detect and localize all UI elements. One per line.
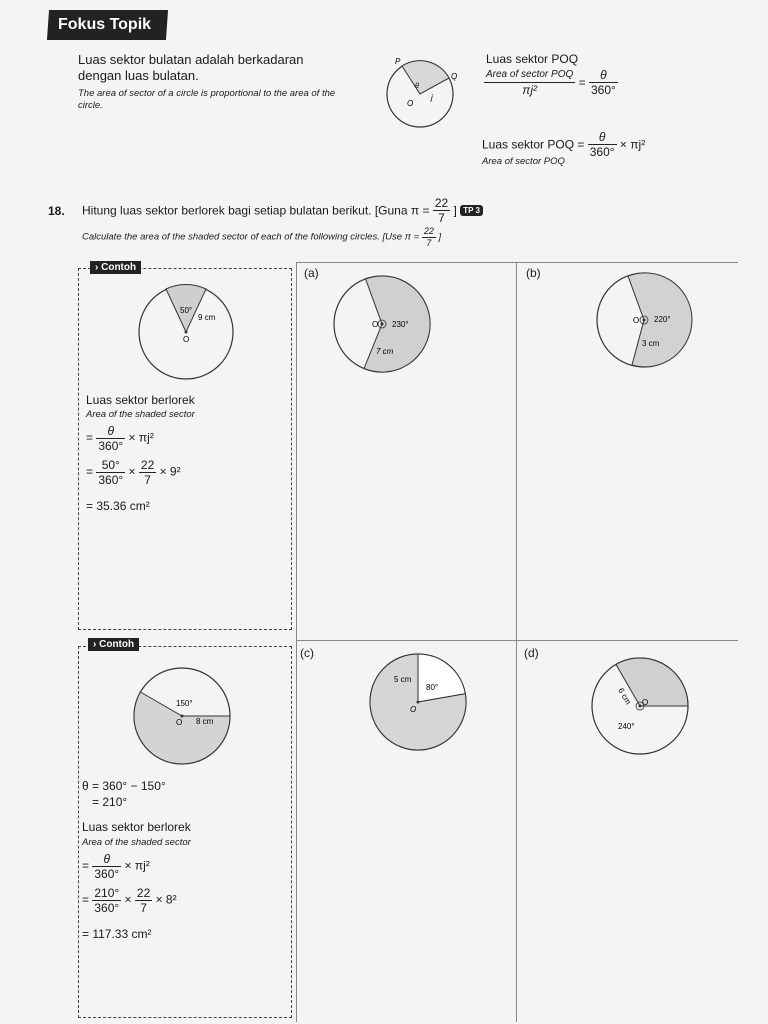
question-close: ] xyxy=(453,203,457,218)
example1-radius: 9 cm xyxy=(198,313,216,322)
part-d-diagram xyxy=(590,654,694,758)
example2-tag: › Contoh xyxy=(88,638,139,651)
example1-step2 xyxy=(86,458,181,487)
times: × xyxy=(124,892,132,907)
formula1-right-fraction xyxy=(589,68,618,97)
frac-pi xyxy=(139,458,156,487)
question-english xyxy=(82,226,441,249)
formula1-360: 360° xyxy=(590,83,616,97)
part-a-label: (a) xyxy=(304,266,319,280)
example2-center: O xyxy=(176,718,183,727)
example2-tag-text: Contoh xyxy=(99,639,135,650)
part-a-angle: 230° xyxy=(392,320,409,329)
part-b-label: (b) xyxy=(526,266,541,280)
part-a-radius: 7 cm xyxy=(376,347,394,356)
example1-angle: 50° xyxy=(180,306,193,315)
formula2-english: Area of sector POQ xyxy=(482,156,565,167)
pi-den: 7 xyxy=(438,211,445,225)
grid-line-middle xyxy=(516,262,517,1022)
example1-title-en: Area of the shaded sector xyxy=(86,409,195,420)
part-c-diagram xyxy=(366,650,470,754)
part-c-angle: 80° xyxy=(426,683,439,692)
frac-den: 360° xyxy=(94,901,120,915)
frac-den: 7 xyxy=(140,901,147,915)
frac-den: 360° xyxy=(98,473,124,487)
frac-theta xyxy=(92,852,121,881)
eq: = xyxy=(82,858,90,873)
frac-num: 22 xyxy=(140,458,155,472)
tail: × 8² xyxy=(155,892,177,907)
part-d-center: O xyxy=(642,698,649,707)
tp-badge: TP 3 xyxy=(460,205,483,216)
pi-fraction-en xyxy=(422,226,436,249)
example2-title-en: Area of the shaded sector xyxy=(82,837,191,848)
frac-angle xyxy=(92,886,121,915)
point-o: O xyxy=(407,99,414,108)
example1-center: O xyxy=(183,335,190,344)
frac-num: θ xyxy=(92,852,121,867)
point-q: Q xyxy=(451,72,458,81)
frac-num: θ xyxy=(96,424,125,439)
formula2-tail: × πj² xyxy=(619,137,646,152)
question-number: 18. xyxy=(48,204,65,218)
eq: = xyxy=(86,430,94,445)
pi-fraction xyxy=(433,196,450,225)
intro-english: The area of sector of a circle is proportional to the area of the circle. xyxy=(78,88,336,111)
tail: × 9² xyxy=(159,464,181,479)
frac-theta xyxy=(96,424,125,453)
part-c-label: (c) xyxy=(300,646,314,660)
part-b-radius: 3 cm xyxy=(642,339,660,348)
example2-title: Luas sektor berlorek xyxy=(82,820,191,834)
formula2-theta: θ xyxy=(588,130,617,145)
pij: × πj² xyxy=(128,430,154,445)
formula1-theta: θ xyxy=(589,68,618,83)
frac-pi xyxy=(135,886,152,915)
example2-step1: θ = 360° − 150° xyxy=(82,779,166,793)
formula1-numerator: Area of sector POQ xyxy=(484,68,575,83)
example1-title: Luas sektor berlorek xyxy=(86,393,195,407)
fokus-topik-banner xyxy=(47,10,168,40)
part-a-diagram xyxy=(332,272,436,376)
pi-num: 22 xyxy=(434,196,449,210)
example2-step3 xyxy=(82,852,150,881)
grid-line-mid xyxy=(296,640,738,641)
formula-title: Luas sektor POQ xyxy=(486,52,579,66)
example2-angle: 150° xyxy=(176,699,193,708)
grid-line-top xyxy=(296,262,738,263)
frac-den: 360° xyxy=(98,439,124,453)
question-close-en: ] xyxy=(438,231,442,243)
question-malay xyxy=(82,196,483,225)
frac-den: 7 xyxy=(144,473,151,487)
example2-step2: = 210° xyxy=(92,795,128,809)
example1-tag: › Contoh xyxy=(90,261,141,274)
pi-den-en: 7 xyxy=(426,238,432,248)
formula2 xyxy=(482,130,645,159)
grid-line-left xyxy=(296,262,297,1022)
formula1-left-fraction xyxy=(484,68,575,97)
question-english-text: Calculate the area of the shaded sector of each of the following circles. [Use π = xyxy=(82,231,420,243)
example1-step1 xyxy=(86,424,154,453)
frac-den: 360° xyxy=(94,867,120,881)
example1-result: = 35.36 cm² xyxy=(86,499,150,513)
intro-malay: Luas sektor bulatan adalah berkadaran dengan luas bulatan. xyxy=(78,52,304,83)
frac-num: 22 xyxy=(136,886,151,900)
example2-diagram xyxy=(132,662,236,766)
example1-tag-text: Contoh xyxy=(101,262,137,273)
formula1: $\frac{\text{Area of sector POQ}}{\text{πj²}}$ = $\frac{\theta}{360^\circ}$ xyxy=(486,68,616,97)
banner-title: Fokus Topik xyxy=(58,16,152,33)
frac-num: 210° xyxy=(94,886,120,900)
part-d-angle: 240° xyxy=(618,722,635,731)
part-d-label: (d) xyxy=(524,646,539,660)
part-b-diagram xyxy=(594,270,694,370)
example2-radius: 8 cm xyxy=(196,717,214,726)
frac-num: 50° xyxy=(96,458,125,473)
part-c-radius: 5 cm xyxy=(394,675,412,684)
pi-num-en: 22 xyxy=(423,226,434,236)
eq: = xyxy=(86,464,94,479)
intro-sector-diagram xyxy=(365,52,475,132)
eq: = xyxy=(82,892,90,907)
part-a-center: O xyxy=(372,320,379,329)
question-malay-text: Hitung luas sektor berlorek bagi setiap bulatan berikut. [Guna π = xyxy=(82,203,430,218)
formula2-fraction xyxy=(588,130,617,159)
pij: × πj² xyxy=(124,858,150,873)
angle-theta: θ xyxy=(415,83,419,90)
formula2-label: Luas sektor POQ = xyxy=(482,137,585,152)
part-d-radius: 6 cm xyxy=(616,686,633,707)
radius-j: j xyxy=(431,93,433,102)
frac-angle xyxy=(96,458,125,487)
point-p: P xyxy=(395,57,401,66)
times: × xyxy=(128,464,136,479)
example1-diagram xyxy=(138,280,238,382)
part-b-center: O xyxy=(633,316,640,325)
example2-result: = 117.33 cm² xyxy=(82,927,152,941)
formula2-360: 360° xyxy=(589,145,615,159)
part-b-angle: 220° xyxy=(654,315,671,324)
formula1-denominator: πj² xyxy=(522,83,537,97)
example2-step4 xyxy=(82,886,177,915)
part-c-center: O xyxy=(410,705,417,714)
